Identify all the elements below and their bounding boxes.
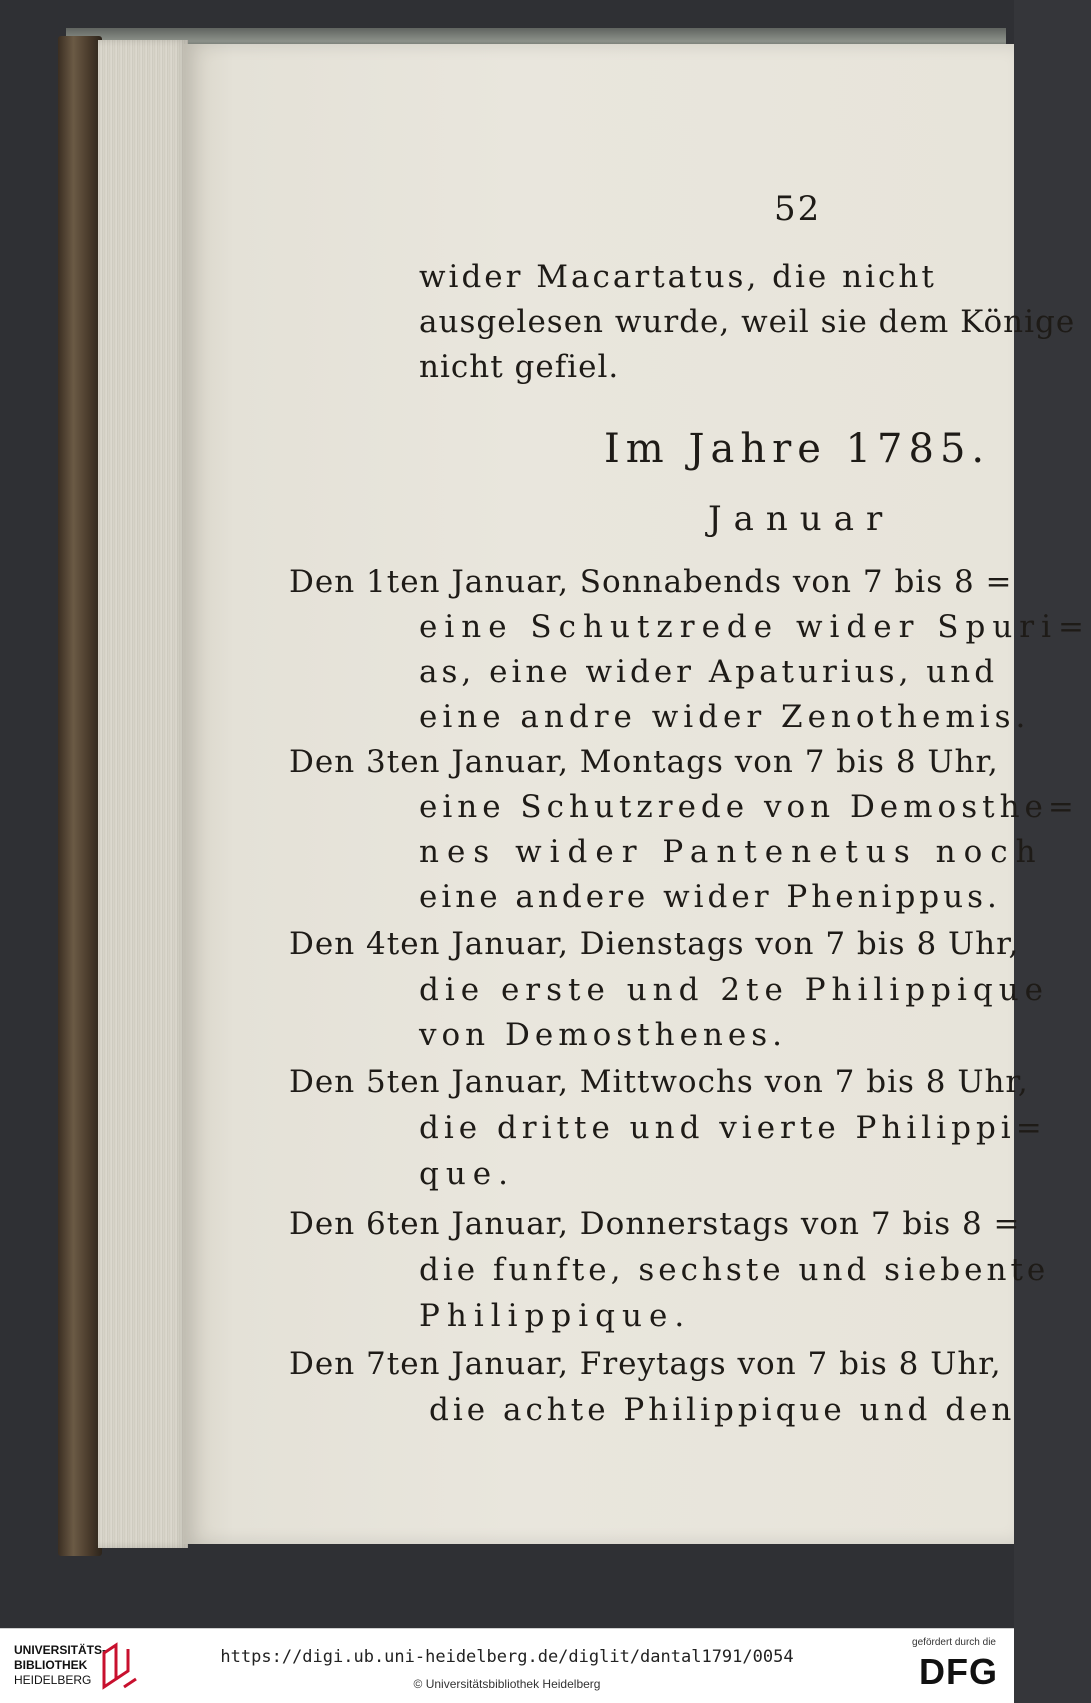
page-number: 52 [774,189,822,229]
entry-line: Den 1ten Januar, Sonnabends von 7 bis 8 = [289,564,1013,600]
year-heading: Im Jahre 1785. [604,426,991,472]
text-line: die erste und 2te Philippique [419,972,1050,1008]
viewer-footer [0,1628,1014,1703]
text-line: ausgelesen wurde, weil sie dem Könige [419,304,1076,340]
funder-caption: gefördert durch die [912,1637,996,1648]
entry-line: Den 6ten Januar, Donnerstags von 7 bis 8 = [289,1206,1021,1242]
dfg-logo: DFG [919,1651,998,1692]
page-url-link[interactable]: https://digi.ub.uni-heidelberg.de/diglit/dantal1791/0054 [220,1647,794,1667]
text-line: eine andere wider Phenippus. [419,879,1001,915]
copyright-text: © Universitätsbibliothek Heidelberg [413,1677,601,1691]
library-name-line: BIBLIOTHEK [14,1658,88,1672]
text-line: von Demosthenes. [419,1017,788,1053]
entry-line: Den 5ten Januar, Mittwochs von 7 bis 8 Uhr, [289,1064,1029,1100]
entry-line: Den 4ten Januar, Dienstags von 7 bis 8 Uhr, [289,926,1020,962]
text-line: que. [419,1156,516,1192]
month-heading: Januar [708,499,895,539]
library-name-line: UNIVERSITÄTS- [14,1643,107,1657]
text-line: eine andre wider Zenothemis. [419,699,1031,735]
text-line: as, eine wider Apaturius, und [419,654,999,690]
text-line: nes wider Pantenetus noch [419,834,1044,870]
text-line: die achte Philippique und den [429,1392,1016,1428]
book-page [184,44,1091,1544]
entry-line: Den 7ten Januar, Freytags von 7 bis 8 Uhr, [289,1346,1002,1382]
text-line: eine Schutzrede wider Spuri= [419,609,1091,645]
book-spine [58,36,102,1556]
entry-line: Den 3ten Januar, Montags von 7 bis 8 Uhr, [289,744,999,780]
page-edges [98,40,188,1548]
text-line: nicht gefiel. [419,349,620,385]
text-line: eine Schutzrede von Demosthe= [419,789,1079,825]
text-line: wider Macartatus, die nicht [419,259,937,295]
text-line: die funfte, sechste und siebente [419,1252,1050,1288]
text-line: die dritte und vierte Philippi= [419,1110,1047,1146]
library-name-line: HEIDELBERG [14,1673,92,1687]
text-line: Philippique. [419,1298,692,1334]
